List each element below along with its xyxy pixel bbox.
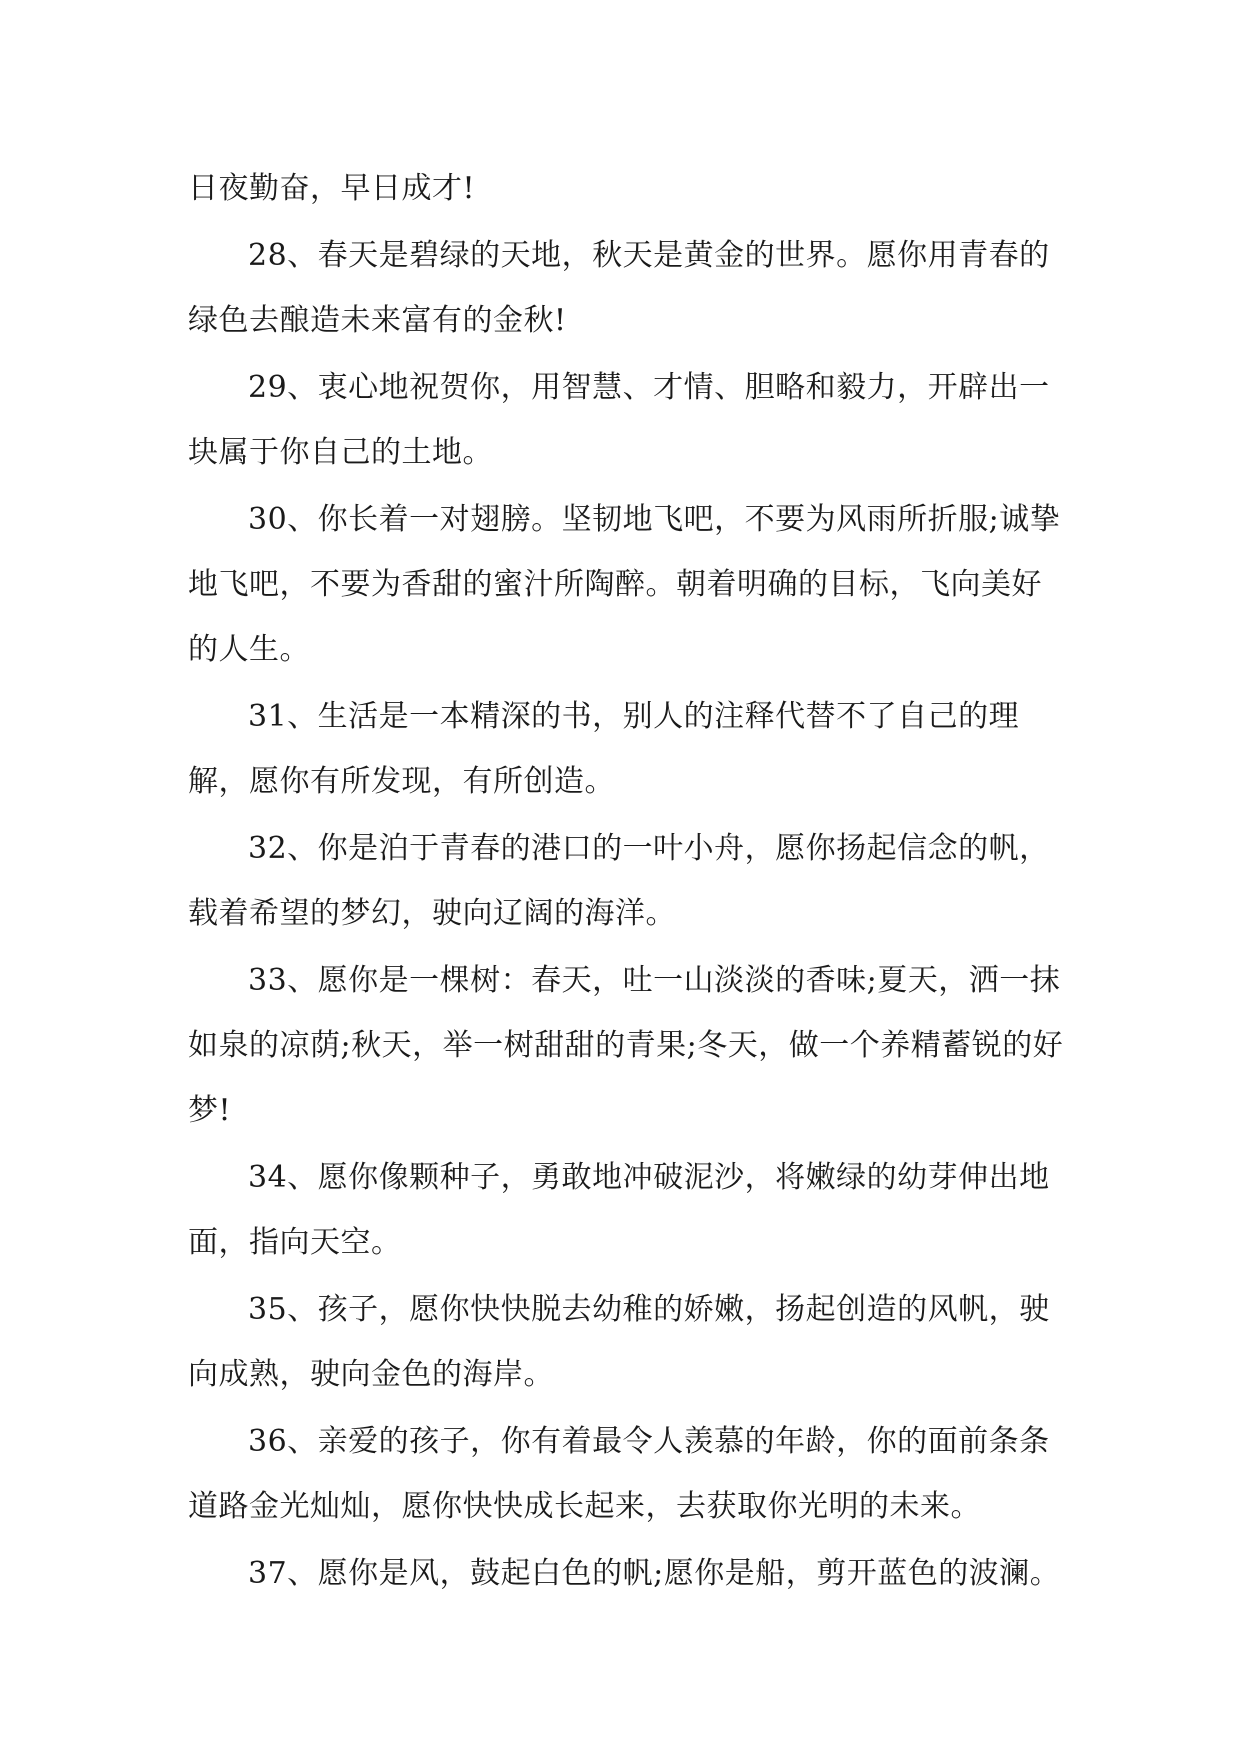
- paragraph-37: 37、愿你是风，鼓起白色的帆;愿你是船，剪开蓝色的波澜。: [248, 1556, 1061, 1591]
- paragraph-continuation: 日夜勤奋，早日成才!: [188, 171, 476, 206]
- paragraph-32: 32、你是泊于青春的港口的一叶小舟，愿你扬起信念的帆，载着希望的梦幻，驶向辽阔的海洋。: [188, 831, 1050, 931]
- paragraph-35: 35、孩子，愿你快快脱去幼稚的娇嫩，扬起创造的风帆，驶向成熟，驶向金色的海岸。: [188, 1292, 1050, 1392]
- paragraph-36: 36、亲爱的孩子，你有着最令人羡慕的年龄，你的面前条条道路金光灿灿，愿你快快成长起来，去获取你光明的未来。: [188, 1424, 1050, 1524]
- paragraph-28: 28、春天是碧绿的天地，秋天是黄金的世界。愿你用青春的绿色去酿造未来富有的金秋!: [188, 238, 1050, 338]
- document-body: [188, 156, 1068, 1606]
- paragraph-30: 30、你长着一对翅膀。坚韧地飞吧，不要为风雨所折服;诚挚地飞吧，不要为香甜的蜜汁所陶醉。朝着明确的目标，飞向美好的人生。: [188, 502, 1061, 667]
- paragraph-34: 34、愿你像颗种子，勇敢地冲破泥沙，将嫩绿的幼芽伸出地面，指向天空。: [188, 1160, 1050, 1260]
- paragraph-29: 29、衷心地祝贺你，用智慧、才情、胆略和毅力，开辟出一块属于你自己的土地。: [188, 370, 1050, 470]
- paragraph-33: 33、愿你是一棵树：春天，吐一山淡淡的香味;夏天，洒一抹如泉的凉荫;秋天，举一树甜甜的青果;冬天，做一个养精蓄锐的好梦!: [188, 963, 1064, 1128]
- paragraph-31: 31、生活是一本精深的书，别人的注释代替不了自己的理解，愿你有所发现，有所创造。: [188, 699, 1020, 799]
